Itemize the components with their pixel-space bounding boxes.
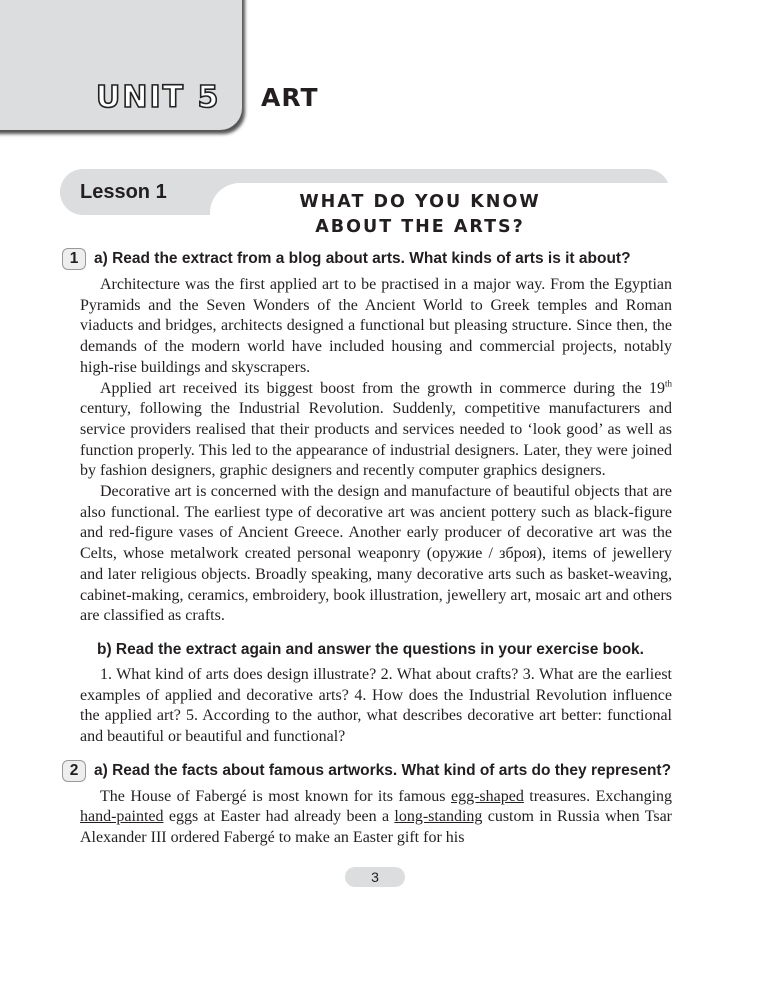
lesson-title-line1: WHAT DO YOU KNOW [299,192,541,212]
page-content [62,248,672,887]
lesson-title [270,190,570,240]
paragraph-architecture: Architecture was the first applied art to be practised in a major way. From the Egyptian Pyramids and the Seven Wonders of the Ancient World to Greek temples and Roman viaducts and bridges, architects designed a functional but pleasing structure. Since then, the demands of the modern world have included housing and commercial projects, notably high-rise buildings and skyscrapers. [80,276,672,376]
p2-rest: century, following the Industrial Revolution. Suddenly, competitive manufacturers and service providers realised that their products and services needed to ‘look good’ as well as function properly. This led to the appearance of industrial designers. Later, they were joined by fashion designers, graphic designers and recently computer graphics designers. [80,400,672,480]
lesson-label: Lesson 1 [80,181,167,203]
task-1b-questions [80,665,672,748]
task-2-text [80,787,672,849]
p2-start: Applied art received its biggest boost from the growth in commerce during the 19 [100,379,665,397]
task-1a-instruction: a) Read the extract from a blog about arts. What kinds of arts is it about? [94,250,631,267]
text: custom in Russia when Tsar Alexander III ordered Fabergé to make an Easter gift for his [80,808,673,847]
underlined-word: long-standing [394,808,483,826]
questions-text: 1. What kind of arts does design illustrate? 2. What about crafts? 3. What are the earliest examples of applied and decorative arts? 4. How does the Industrial Revolution influence the applied art? 5. According to the author, what describes decorative art better: functional and beautiful or beautiful and functional? [80,665,672,746]
text: The House of Fabergé is most known for its famous [100,787,451,805]
paragraph-applied-art [80,379,672,483]
p2-sup: th [664,378,672,389]
task-number-badge: 1 [62,248,86,270]
paragraph-decorative-art: Decorative art is concerned with the design and manufacture of beautiful objects that are also functional. The earliest type of decorative art was ancient pottery such as black-figure and red-figure vases of Ancient Greece. Another early producer of decorative art was the Celts, whose metalwork created personal weaponry (оружие / зброя), items of jewellery and later religious objects. Broadly speaking, many decorative arts such as basket-weaving, cabinet-making, ceramics, embroidery, book illustration, jewellery art, mosaic art and others are classified as crafts. [80,483,672,625]
paragraph-faberge [80,787,672,849]
underlined-word: hand-painted [80,808,164,826]
text: eggs at Easter had already been a [163,808,395,826]
task-2-heading [62,760,672,782]
page-number: 3 [345,867,405,887]
task-1-heading [62,248,672,270]
task-1-extract [80,275,672,627]
unit-label: UNIT 5 [96,80,221,115]
task-2a-instruction: a) Read the facts about famous artworks. What kind of arts do they represent? [94,761,672,779]
lesson-title-line2: ABOUT THE ARTS? [315,217,525,237]
underlined-word: egg-shaped [450,787,524,805]
task-number-badge: 2 [62,760,86,782]
task-1b-instruction: b) Read the extract again and answer the questions in your exercise book. [97,640,644,658]
unit-title: ART [261,83,319,112]
text: treasures. Exchanging [523,787,673,805]
